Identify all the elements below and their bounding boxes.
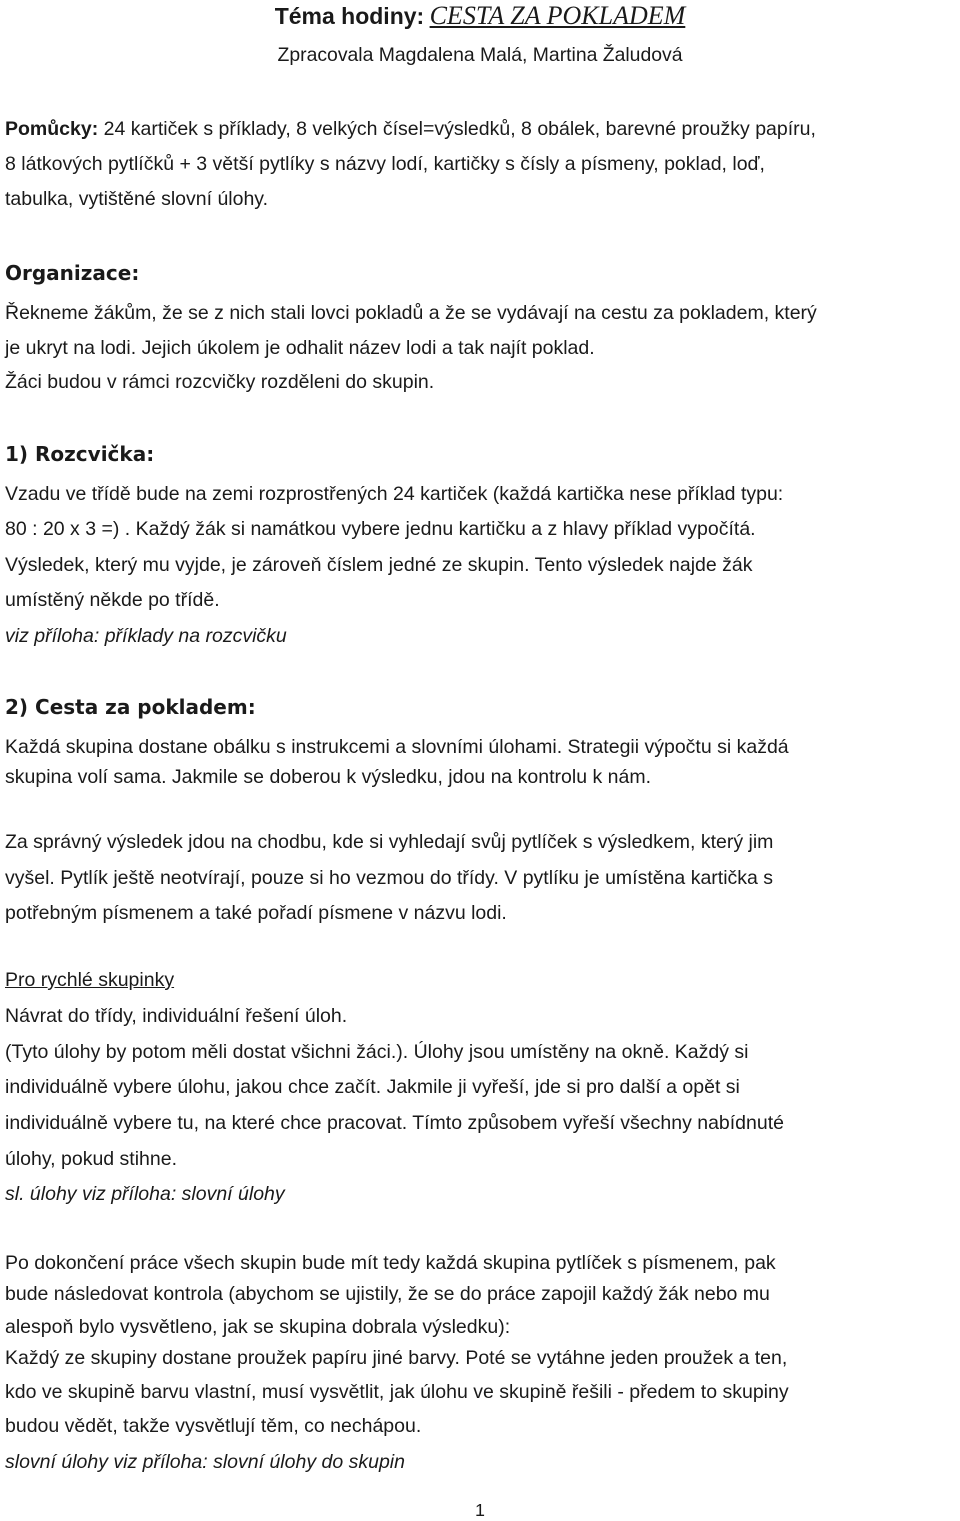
- pomucky-line-2: 8 látkových pytlíčků + 3 větší pytlíky s názvy lodí, kartičky s čísly a písmeny, poklad, loď,: [5, 153, 765, 175]
- kontrola-line-6: budou vědět, takže vysvětlují těm, co nechápou.: [5, 1415, 422, 1437]
- pomucky-line-3: tabulka, vytištěné slovní úlohy.: [5, 188, 269, 210]
- rychle-line-4: individuálně vybere tu, na které chce pracovat. Tímto způsobem vyřeší všechny nabídnuté: [5, 1112, 784, 1134]
- rychle-line-5: úlohy, pokud stihne.: [5, 1148, 178, 1170]
- cesta-p2-line-3: potřebným písmenem a také pořadí písmene v názvu lodi.: [5, 902, 507, 924]
- rozcvicka-appendix-ref: viz příloha: příklady na rozcvičku: [5, 625, 287, 647]
- lesson-title: [0, 2, 960, 32]
- pomucky-line-1: [5, 117, 816, 141]
- rozcvicka-line-1: Vzadu ve třídě bude na zemi rozprostřených 24 kartiček (každá kartička nese příklad typu:: [5, 483, 784, 505]
- rozcvicka-line-4: umístěný někde po třídě.: [5, 589, 220, 611]
- rozcvicka-heading: 1) Rozcvička:: [5, 442, 155, 466]
- rozcvicka-line-3: Výsledek, který mu vyjde, je zároveň číslem jedné ze skupin. Tento výsledek najde žák: [5, 554, 753, 576]
- rychle-skupinky-heading: Pro rychlé skupinky: [5, 969, 175, 991]
- organizace-heading: Organizace:: [5, 261, 140, 285]
- authors-line: Zpracovala Magdalena Malá, Martina Žaludová: [277, 44, 683, 66]
- organizace-line-3: Žáci budou v rámci rozcvičky rozděleni do skupin.: [5, 371, 435, 393]
- cesta-heading: 2) Cesta za pokladem:: [5, 695, 256, 719]
- organizace-line-2: je ukryt na lodi. Jejich úkolem je odhalit název lodi a tak najít poklad.: [5, 337, 595, 359]
- kontrola-line-3: alespoň bylo vysvětleno, jak se skupina dobrala výsledku):: [5, 1316, 511, 1338]
- pomucky-label: Pomůcky:: [5, 118, 99, 140]
- organizace-line-1: Řekneme žákům, že se z nich stali lovci pokladů a že se vydávají na cestu za pokladem, který: [5, 302, 817, 324]
- kontrola-line-2: bude následovat kontrola (abychom se ujistily, že se do práce zapojil každý žák nebo mu: [5, 1283, 770, 1305]
- cesta-p1-line-1: Každá skupina dostane obálku s instrukcemi a slovními úlohami. Strategii výpočtu si každá: [5, 736, 789, 758]
- cesta-p1-line-2: skupina volí sama. Jakmile se doberou k výsledku, jdou na kontrolu k nám.: [5, 766, 651, 788]
- kontrola-line-4: Každý ze skupiny dostane proužek papíru jiné barvy. Poté se vytáhne jeden proužek a ten,: [5, 1347, 788, 1369]
- rychle-line-1: Návrat do třídy, individuální řešení úloh.: [5, 1005, 348, 1027]
- kontrola-line-5: kdo ve skupině barvu vlastní, musí vysvětlit, jak úlohu ve skupině řešili - předem to skupiny: [5, 1381, 789, 1403]
- title-label: Téma hodiny:: [274, 3, 425, 29]
- cesta-p2-line-1: Za správný výsledek jdou na chodbu, kde si vyhledají svůj pytlíček s výsledkem, který jim: [5, 831, 774, 853]
- page-number: 1: [475, 1500, 485, 1520]
- rychle-line-2: (Tyto úlohy by potom měli dostat všichni žáci.). Úlohy jsou umístěny na okně. Každý si: [5, 1041, 749, 1063]
- pomucky-text-1: 24 kartiček s příklady, 8 velkých čísel=výsledků, 8 obálek, barevné proužky papíru,: [98, 118, 816, 140]
- kontrola-line-1: Po dokončení práce všech skupin bude mít tedy každá skupina pytlíček s písmenem, pak: [5, 1252, 776, 1274]
- title-value: CESTA ZA POKLADEM: [429, 1, 686, 30]
- rozcvicka-line-2: 80 : 20 x 3 =) . Každý žák si namátkou vybere jednu kartičku a z hlavy příklad vypočítá.: [5, 518, 756, 540]
- kontrola-appendix-ref: slovní úlohy viz příloha: slovní úlohy do skupin: [5, 1451, 405, 1473]
- rychle-appendix-ref: sl. úlohy viz příloha: slovní úlohy: [5, 1183, 285, 1205]
- cesta-p2-line-2: vyšel. Pytlík ještě neotvírají, pouze si ho vezmou do třídy. V pytlíku je umístěna kartička s: [5, 867, 774, 889]
- rychle-line-3: individuálně vybere úlohu, jakou chce začít. Jakmile ji vyřeší, jde si pro další a opět si: [5, 1076, 740, 1098]
